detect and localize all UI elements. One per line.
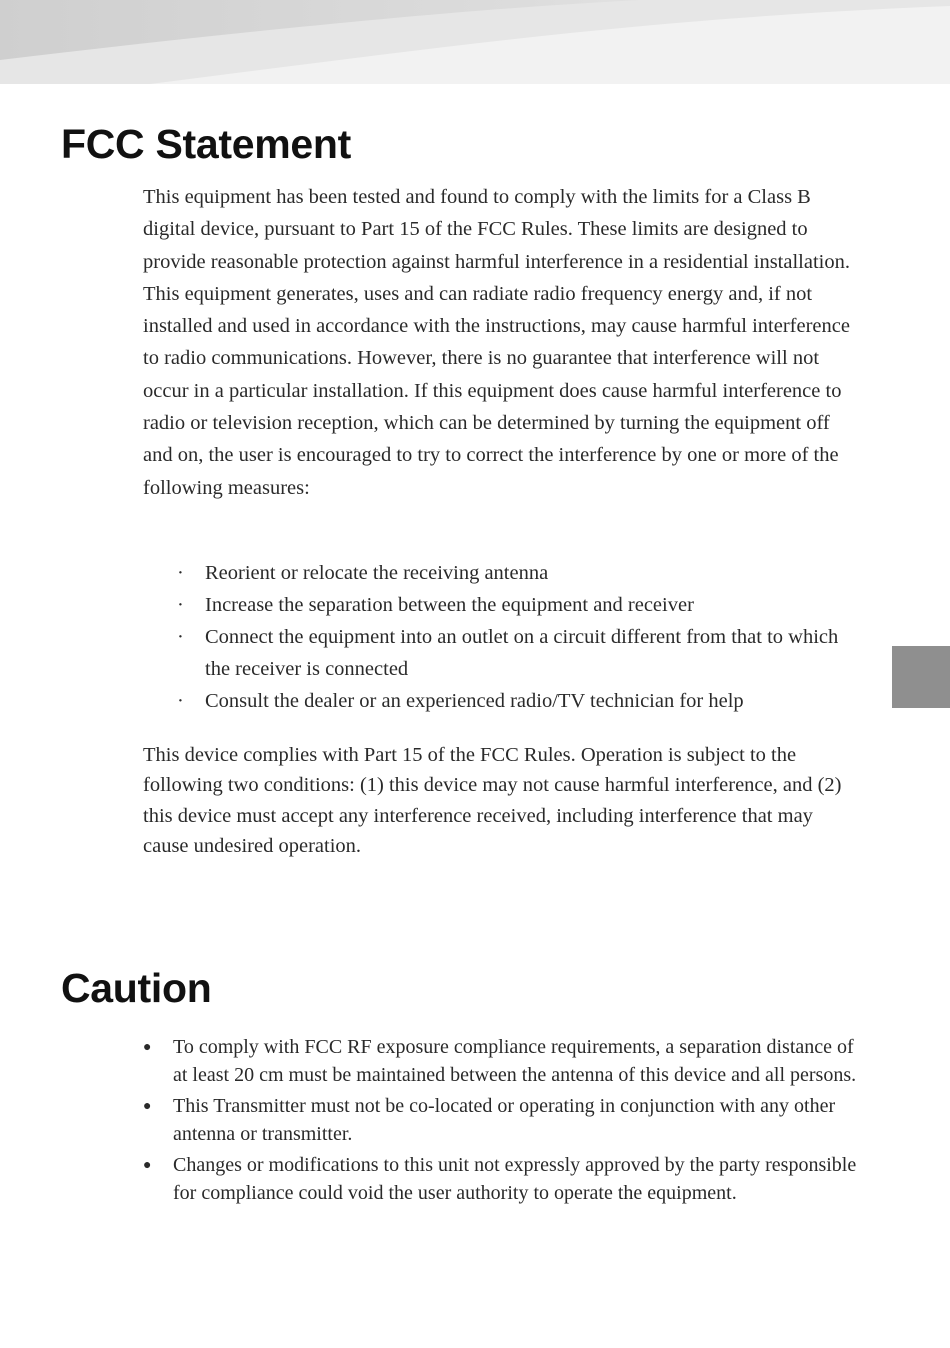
measure-text: Connect the equipment into an outlet on a circuit different from that to which the receiver is connected xyxy=(205,626,839,680)
caution-heading: Caution xyxy=(61,965,212,1011)
bullet-icon: · xyxy=(177,690,184,712)
fcc-statement-heading: FCC Statement xyxy=(61,121,351,167)
list-item xyxy=(143,557,843,589)
caution-text: To comply with FCC RF exposure compliance requirements, a separation distance of at least 20 cm must be maintained between the antenna of this device and all persons. xyxy=(173,1036,857,1086)
list-item xyxy=(143,685,843,717)
fcc-compliance-paragraph: This device complies with Part 15 of the FCC Rules. Operation is subject to the following two conditions: (1) this device may not cause harmful interference, and (2) this device must accept any interference received, including interference that may cause undesired operation. xyxy=(143,744,842,857)
page-header-band xyxy=(0,0,950,84)
caution-list xyxy=(143,1034,863,1211)
bullet-icon: ● xyxy=(143,1099,152,1114)
fcc-measures-list xyxy=(143,557,843,717)
bullet-icon: · xyxy=(177,562,184,584)
list-item xyxy=(143,621,843,685)
caution-text: This Transmitter must not be co-located or operating in conjunction with any other antenna or transmitter. xyxy=(173,1095,836,1145)
bullet-icon: ● xyxy=(143,1158,152,1173)
header-swoosh-graphic xyxy=(0,0,950,84)
bullet-icon: · xyxy=(177,594,184,616)
list-item xyxy=(143,1152,863,1207)
fcc-intro-paragraph: This equipment has been tested and found to comply with the limits for a Class B digital device, pursuant to Part 15 of the FCC Rules. These limits are designed to provide reasonable protection against harmful interference in a residential installation. This equipment generates, uses and can radiate radio frequency energy and, if not installed and used in accordance with the instructions, may cause harmful interference to radio communications. However, there is no guarantee that interference will not occur in a particular installation. If this equipment does cause harmful interference to radio or television reception, which can be determined by turning the equipment off and on, the user is encouraged to try to correct the interference by one or more of the following measures: xyxy=(143,186,850,499)
measure-text: Increase the separation between the equipment and receiver xyxy=(205,594,694,616)
bullet-icon: ● xyxy=(143,1040,152,1055)
list-item xyxy=(143,1093,863,1148)
list-item xyxy=(143,1034,863,1089)
side-tab-marker xyxy=(892,646,950,708)
measure-text: Reorient or relocate the receiving antenna xyxy=(205,562,549,584)
list-item xyxy=(143,589,843,621)
bullet-icon: · xyxy=(177,626,184,648)
caution-text: Changes or modifications to this unit not expressly approved by the party responsible for compliance could void the user authority to operate the equipment. xyxy=(173,1154,857,1204)
measure-text: Consult the dealer or an experienced radio/TV technician for help xyxy=(205,690,744,712)
